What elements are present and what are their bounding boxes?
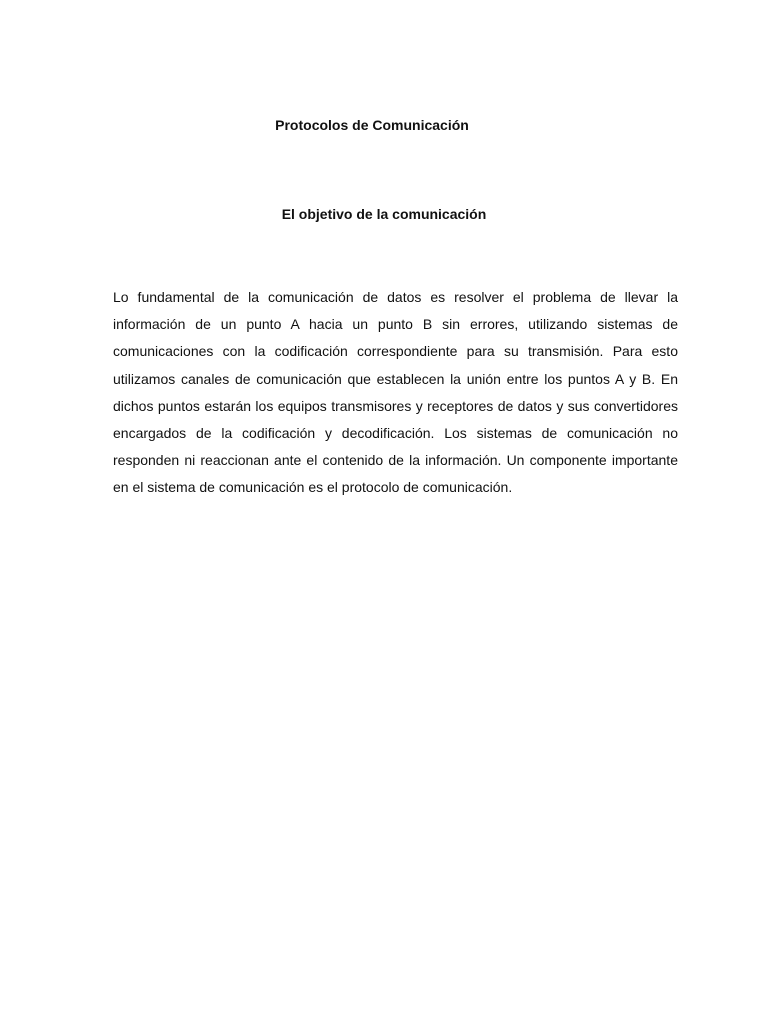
document-title: Protocolos de Comunicación <box>275 117 469 133</box>
body-paragraph: Lo fundamental de la comunicación de datos es resolver el problema de llevar la información de un punto A hacia un punto B sin errores, utilizando sistemas de comunicaciones con la codificación correspondiente para su transmisión. Para esto utilizamos canales de comunicación que establecen la unión entre los puntos A y B. En dichos puntos estarán los equipos transmisores y receptores de datos y sus convertidores encargados de la codificación y decodificación. Los sistemas de comunicación no responden ni reaccionan ante el contenido de la información. Un componente importante en el sistema de comunicación es el protocolo de comunicación. <box>113 289 678 496</box>
section-heading: El objetivo de la comunicación <box>281 206 487 222</box>
